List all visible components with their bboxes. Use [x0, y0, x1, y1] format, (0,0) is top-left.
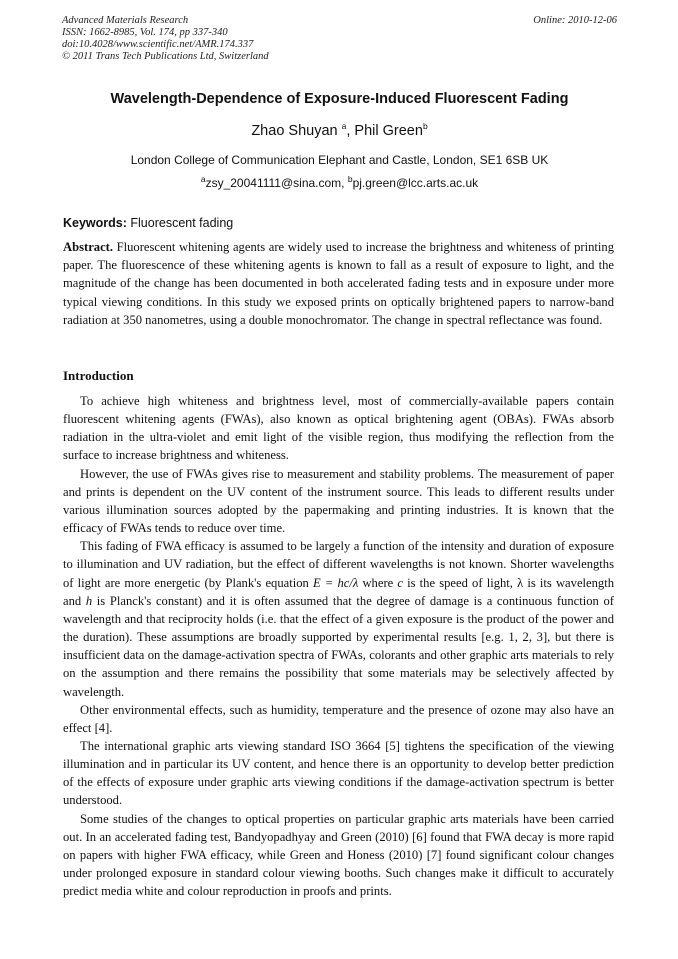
author-superscript: a — [341, 121, 347, 132]
keywords-label: Keywords: — [63, 216, 127, 230]
paper-title: Wavelength-Dependence of Exposure-Induced Fluorescent Fading — [110, 91, 569, 107]
journal-name: Advanced Materials Research — [62, 15, 189, 26]
online-date: Online: 2010-12-06 — [533, 15, 617, 26]
author-name: Zhao Shuyan — [251, 123, 338, 139]
email-separator: , — [341, 176, 348, 190]
text-run: is Planck's constant) and it is often assumed that the degree of damage is a continuous function of wavelength and that reciprocity holds (i.e. that the effect of a given exposure is the product of the power and the duration). These assumptions are broadly supported by experimental results [e.g. 1, 2, 3], but there is insufficient data on the damage-activation spectra of FWAs, colorants and other graphic arts materials to rely on the assumption and there remains the possibility that some materials may be selectively affected by wavelength. — [63, 593, 614, 699]
variable: h — [85, 593, 93, 608]
keywords-value: Fluorescent fading — [130, 216, 234, 230]
abstract-label: Abstract. — [63, 240, 114, 254]
introduction-body — [63, 392, 614, 900]
paragraph: Some studies of the changes to optical properties on particular graphic arts materials have been carried out. In an accelerated fading test, Bandyopadhyay and Green (2010) [6] found that FWA decay is more rapid on papers with higher FWA efficacy, while Green and Honess (2010) [7] found significant colour changes under prolonged exposure in standard colour viewing booths. Such changes make it difficult to accurately predict media white and colour reproduction in proofs and prints. — [63, 811, 614, 899]
equation: E = hc/λ — [312, 575, 359, 590]
author-name: Phil Green — [354, 123, 423, 139]
issn-line: ISSN: 1662-8985, Vol. 174, pp 337-340 — [62, 27, 228, 38]
journal-header — [62, 15, 617, 63]
doi-line: doi:10.4028/www.scientific.net/AMR.174.337 — [62, 39, 254, 50]
text-run: is the speed of light, — [402, 575, 518, 590]
text-run: This fading of FWA efficacy is assumed to be largely a function of the intensity and duration of exposure to illumination and UV radiation, but the effect of different wavelengths is not known. Shorter wavelengths of light are more energetic (by Plank's equation — [63, 539, 614, 590]
email-superscript: b — [347, 174, 353, 184]
lambda-symbol: λ — [517, 575, 524, 590]
paragraph: Other environmental effects, such as humidity, temperature and the presence of ozone may also have an effect [4]. — [63, 702, 614, 735]
abstract-text: Fluorescent whitening agents are widely used to increase the brightness and whiteness of printing paper. The fluorescence of these whitening agents is known to fall as a result of exposure to light, and the magnitude of the change has been documented in both accelerated fading tests and in exposure under more typical viewing conditions. In this study we exposed prints on optically brightened papers to narrow-band radiation at 350 nanometres, using a double monochromator. The change in spectral reflectance was found. — [63, 240, 614, 327]
email-line — [62, 176, 617, 190]
keywords-line — [63, 216, 233, 230]
section-heading: Introduction — [63, 368, 134, 383]
email-superscript: a — [200, 174, 206, 184]
author-list — [62, 123, 617, 139]
affiliation: London College of Communication Elephant and Castle, London, SE1 6SB UK — [130, 153, 549, 167]
paragraph: The international graphic arts viewing standard ISO 3664 [5] tightens the specification of the viewing illumination and in particular its UV content, and hence there is an opportunity to develop better prediction of the effects of exposure under graphic arts viewing conditions if the damage-activation spectrum is better understood. — [63, 738, 614, 808]
paragraph: To achieve high whiteness and brightness level, most of commercially-available papers contain fluorescent whitening agents (FWAs), also known as optical brightening agent (OBAs). FWAs absorb radiation in the ultra-violet and emit light of the visible region, thus modifying the reflection from the surface to increase brightness and whiteness. — [63, 394, 614, 463]
copyright-line: © 2011 Trans Tech Publications Ltd, Switzerland — [62, 51, 269, 62]
paragraph — [63, 537, 614, 700]
author-separator: , — [346, 123, 355, 139]
email-address: zsy_20041111@sina.com — [205, 176, 342, 190]
text-run: is its wavelength and — [63, 575, 615, 608]
variable: c — [397, 575, 403, 590]
abstract-paragraph — [63, 238, 614, 329]
paragraph: However, the use of FWAs gives rise to measurement and stability problems. The measurement of paper and prints is dependent on the UV content of the instrument source. This leads to different results under various illumination sources adopted by the papermaking and printing industries. It is known that the efficacy of FWAs tends to reduce over time. — [63, 466, 614, 536]
text-run: where — [358, 575, 398, 590]
email-address: pj.green@lcc.arts.ac.uk — [352, 176, 479, 190]
author-superscript: b — [422, 121, 428, 132]
